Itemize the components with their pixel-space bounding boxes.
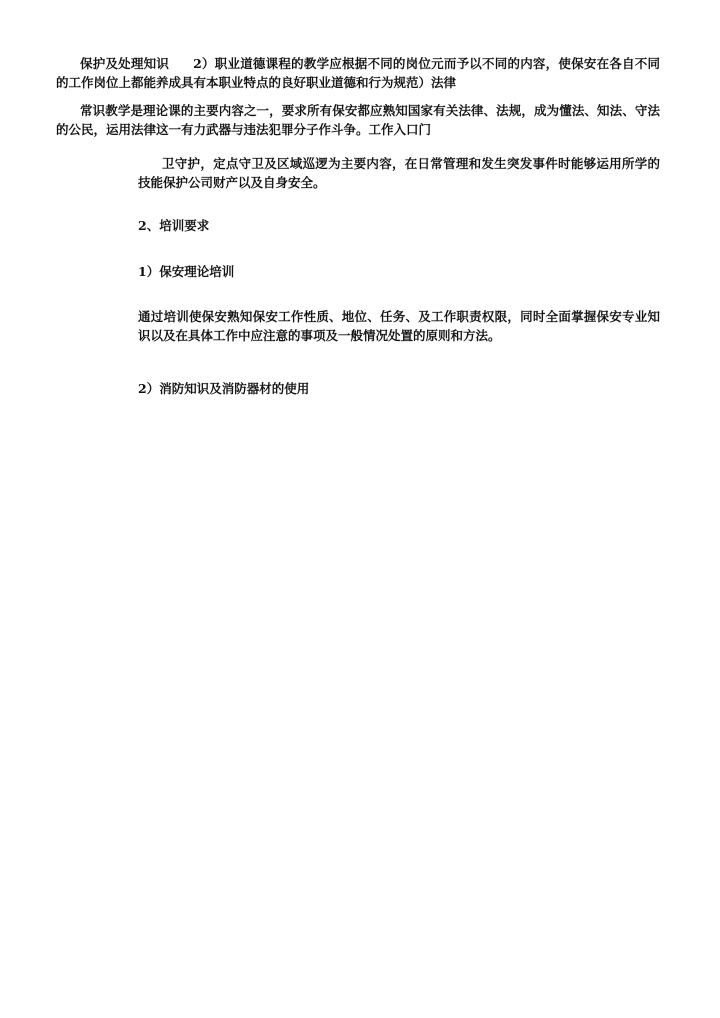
heading-training-requirements: 2、培训要求 — [138, 218, 210, 233]
paragraph-guard-duties: 卫守护，定点守卫及区域巡逻为主要内容，在日常管理和发生突发事件时能够运用所学的技能保护公司财产以及自身安全。 — [138, 156, 660, 190]
paragraph-legal-knowledge: 常识教学是理论课的主要内容之一，要求所有保安都应熟知国家有关法律、法规，成为懂法、知法、守法的公民，运用法律这一有力武器与违法犯罪分子作斗争。工作入口门 — [56, 103, 660, 137]
paragraph-theory-training: 通过培训使保安熟知保安工作性质、地位、任务、及工作职责权限，同时全面掌握保安专业知识以及在具体工作中应注意的事项及一般情况处置的原则和方法。 — [138, 309, 660, 343]
paragraph-body-text: 2）职业道德课程的教学应根据不同的岗位元而予以不同的内容，使保安在各自不同的工作岗位上都能养成具有本职业特点的良好职业道德和行为规范）法律 — [56, 56, 660, 90]
paragraph-lead-text: 保护及处理知识 — [80, 56, 170, 71]
heading-theory-training: 1）保安理论培训 — [138, 264, 235, 279]
heading-fire-training: 2）消防知识及消防器材的使用 — [138, 381, 310, 396]
paragraph-ethics-course — [56, 54, 660, 92]
